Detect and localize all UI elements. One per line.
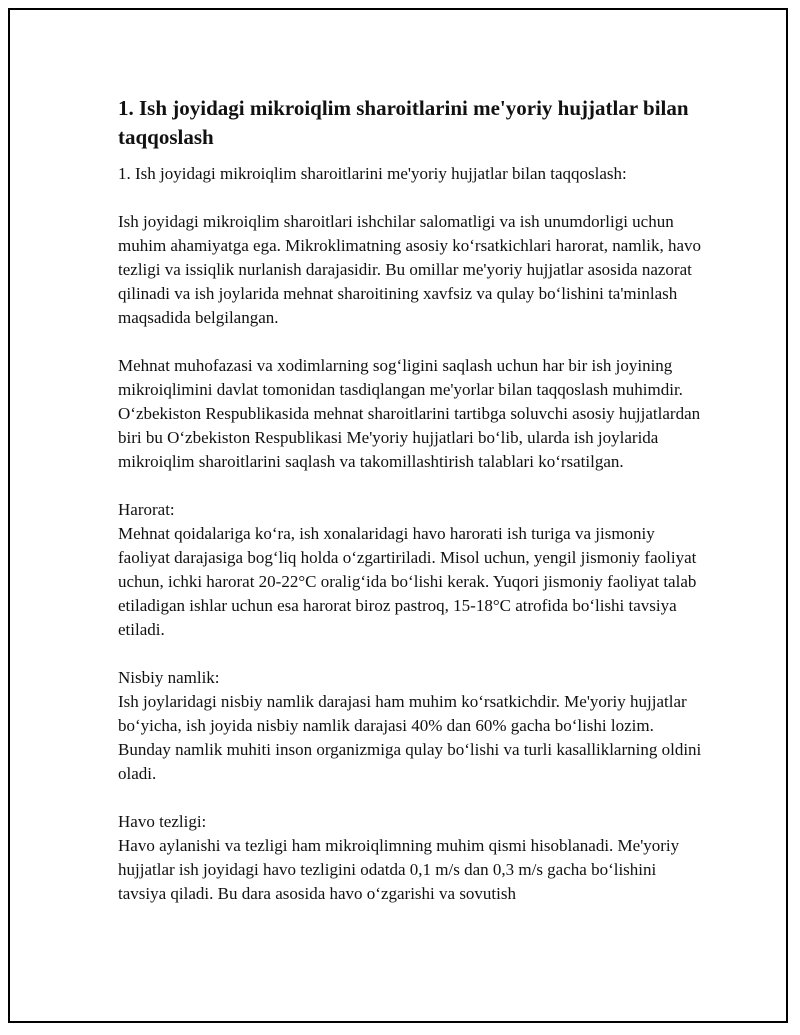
document-content: [118, 94, 708, 906]
paragraph-microclimate-overview: Ish joyidagi mikroiqlim sharoitlari ishchilar salomatligi va ish unumdorligi uchun muhim ahamiyatga ega. Mikroklimatning asosiy ko‘rsatkichlari harorat, namlik, havo tezligi va issiqlik nurlanish darajasidir. Bu omillar me'yoriy hujjatlar asosida nazorat qilinadi va ish joylarida mehnat sharoitining xavfsiz va qulay bo‘lishini ta'minlash maqsadida belgilangan.: [118, 212, 702, 327]
document-page: [8, 8, 788, 1023]
section-temperature: [118, 498, 708, 642]
section-air-velocity: [118, 810, 708, 906]
section-heading-temperature: Harorat:: [118, 500, 175, 519]
section-humidity: [118, 666, 708, 786]
paragraph-regulations: Mehnat muhofazasi va xodimlarning sog‘ligini saqlash uchun har bir ish joyining mikroiqlimini davlat tomonidan tasdiqlangan me'yorlar bilan taqqoslash muhimdir. O‘zbekiston Respublikasida mehnat sharoitlarini tartibga soluvchi asosiy hujjatlardan biri bu O‘zbekiston Respublikasi Me'yoriy hujjatlari bo‘lib, ularda ish joylarida mikroiqlim sharoitlarini saqlash va takomillashtirish talablari ko‘rsatilgan.: [118, 356, 701, 471]
document-title: 1. Ish joyidagi mikroiqlim sharoitlarini me'yoriy hujjatlar bilan taqqoslash: [118, 96, 689, 149]
section-text-humidity: Ish joylaridagi nisbiy namlik darajasi ham muhim ko‘rsatkichdir. Me'yoriy hujjatlar bo‘yicha, ish joyida nisbiy namlik darajasi 40% dan 60% gacha bo‘lishi lozim. Bunday namlik muhiti inson organizmiga qulay bo‘lishi va turli kasalliklarning oldini oladi.: [118, 692, 702, 783]
intro-line: 1. Ish joyidagi mikroiqlim sharoitlarini me'yoriy hujjatlar bilan taqqoslash:: [118, 164, 627, 183]
section-heading-air-velocity: Havo tezligi:: [118, 812, 207, 831]
section-text-temperature: Mehnat qoidalariga ko‘ra, ish xonalaridagi havo harorati ish turiga va jismoniy faoliyat darajasiga bog‘liq holda o‘zgartiriladi. Misol uchun, yengil jismoniy faoliyat uchun, ichki harorat 20-22°C oralig‘ida bo‘lishi kerak. Yuqori jismoniy faoliyat talab etiladigan ishlar uchun esa harorat biroz pastroq, 15-18°C atrofida bo‘lishi tavsiya etiladi.: [118, 524, 697, 639]
section-text-air-velocity: Havo aylanishi va tezligi ham mikroiqlimning muhim qismi hisoblanadi. Me'yoriy hujjatlar ish joyidagi havo tezligini odatda 0,1 m/s dan 0,3 m/s gacha bo‘lishini tavsiya qiladi. Bu dara asosida havo o‘zgarishi va sovutish: [118, 836, 680, 903]
section-heading-humidity: Nisbiy namlik:: [118, 668, 220, 687]
